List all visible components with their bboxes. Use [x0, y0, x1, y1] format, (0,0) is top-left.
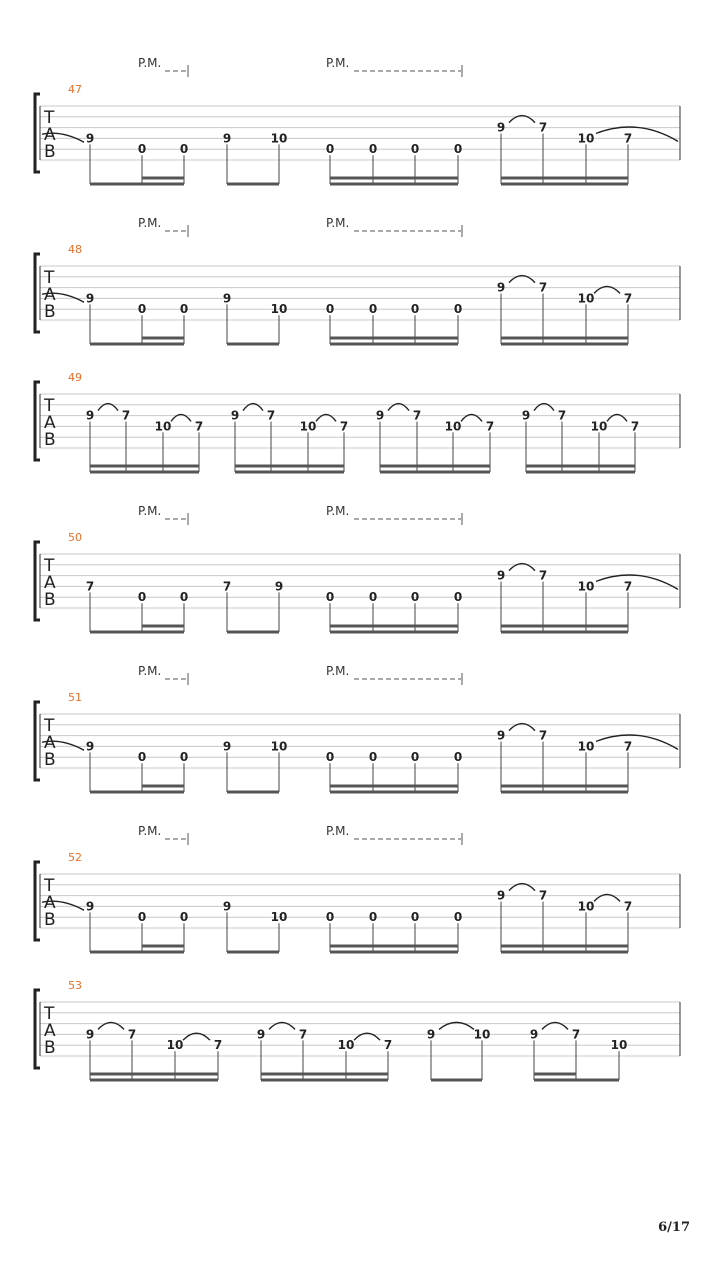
tab-clef-letter: A [44, 893, 56, 913]
fret-number: 0 [410, 910, 420, 925]
fret-number: 0 [453, 910, 463, 925]
fret-number: 0 [368, 302, 378, 317]
measure-number: 49 [68, 371, 82, 384]
measure-number: 53 [68, 979, 82, 992]
fret-number: 7 [571, 1027, 581, 1042]
fret-number: 9 [222, 899, 232, 914]
fret-number: 7 [623, 291, 633, 306]
fret-number: 10 [577, 899, 595, 914]
fret-number: 0 [325, 590, 335, 605]
fret-number: 10 [473, 1027, 491, 1042]
fret-number: 7 [623, 899, 633, 914]
fret-number: 9 [222, 739, 232, 754]
fret-number: 7 [298, 1027, 308, 1042]
fret-number: 9 [85, 131, 95, 146]
tab-clef-letter: B [44, 590, 56, 610]
palm-mute-label: P.M. [138, 824, 162, 838]
palm-mute-label: P.M. [326, 504, 350, 518]
palm-mute-label: P.M. [326, 216, 350, 230]
tab-clef-letter: A [44, 733, 56, 753]
fret-number: 7 [194, 419, 204, 434]
fret-number: 0 [137, 910, 147, 925]
fret-number: 7 [538, 728, 548, 743]
tab-clef-letter: A [44, 413, 56, 433]
fret-number: 7 [538, 120, 548, 135]
fret-number: 0 [325, 750, 335, 765]
fret-number: 10 [166, 1038, 184, 1053]
fret-number: 10 [270, 131, 288, 146]
fret-number: 0 [137, 750, 147, 765]
fret-number: 0 [179, 142, 189, 157]
fret-number: 10 [577, 291, 595, 306]
fret-number: 9 [496, 728, 506, 743]
palm-mute-label: P.M. [138, 56, 162, 70]
fret-number: 9 [496, 888, 506, 903]
fret-number: 7 [339, 419, 349, 434]
tab-clef-letter: A [44, 573, 56, 593]
fret-number: 0 [410, 590, 420, 605]
fret-number: 7 [538, 888, 548, 903]
fret-number: 7 [412, 408, 422, 423]
fret-number: 9 [85, 291, 95, 306]
palm-mute-label: P.M. [326, 824, 350, 838]
fret-number: 9 [496, 120, 506, 135]
fret-number: 10 [590, 419, 608, 434]
system-bracket [35, 702, 40, 780]
fret-number: 7 [630, 419, 640, 434]
measure-number: 47 [68, 83, 82, 96]
page-number: 6/17 [658, 1220, 690, 1235]
fret-number: 9 [222, 131, 232, 146]
tab-clef-letter: B [44, 910, 56, 930]
fret-number: 0 [179, 750, 189, 765]
fret-number: 7 [623, 739, 633, 754]
tab-clef-letter: T [44, 876, 55, 896]
fret-number: 0 [325, 302, 335, 317]
fret-number: 7 [538, 568, 548, 583]
tie-arc [596, 735, 678, 749]
fret-number: 10 [270, 910, 288, 925]
fret-number: 9 [426, 1027, 436, 1042]
fret-number: 0 [179, 590, 189, 605]
fret-number: 9 [496, 280, 506, 295]
palm-mute-label: P.M. [138, 504, 162, 518]
fret-number: 7 [623, 131, 633, 146]
system-bracket [35, 862, 40, 940]
fret-number: 10 [444, 419, 462, 434]
fret-number: 10 [270, 739, 288, 754]
fret-number: 0 [453, 302, 463, 317]
system-bracket [35, 254, 40, 332]
palm-mute-label: P.M. [326, 664, 350, 678]
system-bracket [35, 990, 40, 1068]
system-bracket [35, 542, 40, 620]
fret-number: 0 [453, 590, 463, 605]
fret-number: 0 [325, 142, 335, 157]
tab-clef-letter: T [44, 108, 55, 128]
tab-clef-letter: A [44, 125, 56, 145]
system-bracket [35, 382, 40, 460]
fret-number: 9 [375, 408, 385, 423]
palm-mute-label: P.M. [138, 664, 162, 678]
fret-number: 7 [121, 408, 131, 423]
tab-clef-letter: T [44, 556, 55, 576]
tab-clef-letter: B [44, 1038, 56, 1058]
fret-number: 9 [529, 1027, 539, 1042]
fret-number: 7 [538, 280, 548, 295]
fret-number: 9 [85, 899, 95, 914]
fret-number: 0 [368, 590, 378, 605]
fret-number: 10 [270, 302, 288, 317]
fret-number: 10 [577, 739, 595, 754]
tab-clef-letter: B [44, 430, 56, 450]
fret-number: 0 [325, 910, 335, 925]
tie-arc [596, 575, 678, 589]
fret-number: 7 [557, 408, 567, 423]
fret-number: 9 [521, 408, 531, 423]
fret-number: 9 [85, 739, 95, 754]
fret-number: 10 [154, 419, 172, 434]
fret-number: 0 [137, 302, 147, 317]
fret-number: 0 [179, 910, 189, 925]
fret-number: 7 [623, 579, 633, 594]
tab-clef-letter: B [44, 302, 56, 322]
tab-clef-letter: B [44, 142, 56, 162]
system-bracket [35, 94, 40, 172]
fret-number: 9 [222, 291, 232, 306]
measure-number: 52 [68, 851, 82, 864]
fret-number: 0 [453, 750, 463, 765]
fret-number: 0 [410, 142, 420, 157]
tab-clef-letter: T [44, 1004, 55, 1024]
tab-clef-letter: T [44, 396, 55, 416]
fret-number: 10 [299, 419, 317, 434]
tab-clef-letter: A [44, 285, 56, 305]
fret-number: 7 [85, 579, 95, 594]
fret-number: 9 [496, 568, 506, 583]
tab-clef-letter: A [44, 1021, 56, 1041]
measure-number: 50 [68, 531, 82, 544]
fret-number: 0 [137, 590, 147, 605]
fret-number: 0 [410, 750, 420, 765]
fret-number: 0 [137, 142, 147, 157]
fret-number: 7 [213, 1038, 223, 1053]
fret-number: 0 [179, 302, 189, 317]
palm-mute-label: P.M. [138, 216, 162, 230]
fret-number: 10 [610, 1038, 628, 1053]
fret-number: 10 [577, 579, 595, 594]
measure-number: 48 [68, 243, 82, 256]
fret-number: 0 [368, 750, 378, 765]
fret-number: 9 [85, 408, 95, 423]
tab-clef-letter: B [44, 750, 56, 770]
fret-number: 0 [368, 910, 378, 925]
fret-number: 10 [337, 1038, 355, 1053]
tie-arc [596, 127, 678, 141]
fret-number: 7 [383, 1038, 393, 1053]
palm-mute-label: P.M. [326, 56, 350, 70]
fret-number: 7 [222, 579, 232, 594]
fret-number: 9 [230, 408, 240, 423]
fret-number: 0 [453, 142, 463, 157]
fret-number: 0 [368, 142, 378, 157]
fret-number: 7 [266, 408, 276, 423]
tab-clef-letter: T [44, 268, 55, 288]
measure-number: 51 [68, 691, 82, 704]
fret-number: 7 [127, 1027, 137, 1042]
fret-number: 9 [85, 1027, 95, 1042]
fret-number: 0 [410, 302, 420, 317]
fret-number: 7 [485, 419, 495, 434]
tab-clef-letter: T [44, 716, 55, 736]
fret-number: 9 [256, 1027, 266, 1042]
fret-number: 9 [274, 579, 284, 594]
fret-number: 10 [577, 131, 595, 146]
